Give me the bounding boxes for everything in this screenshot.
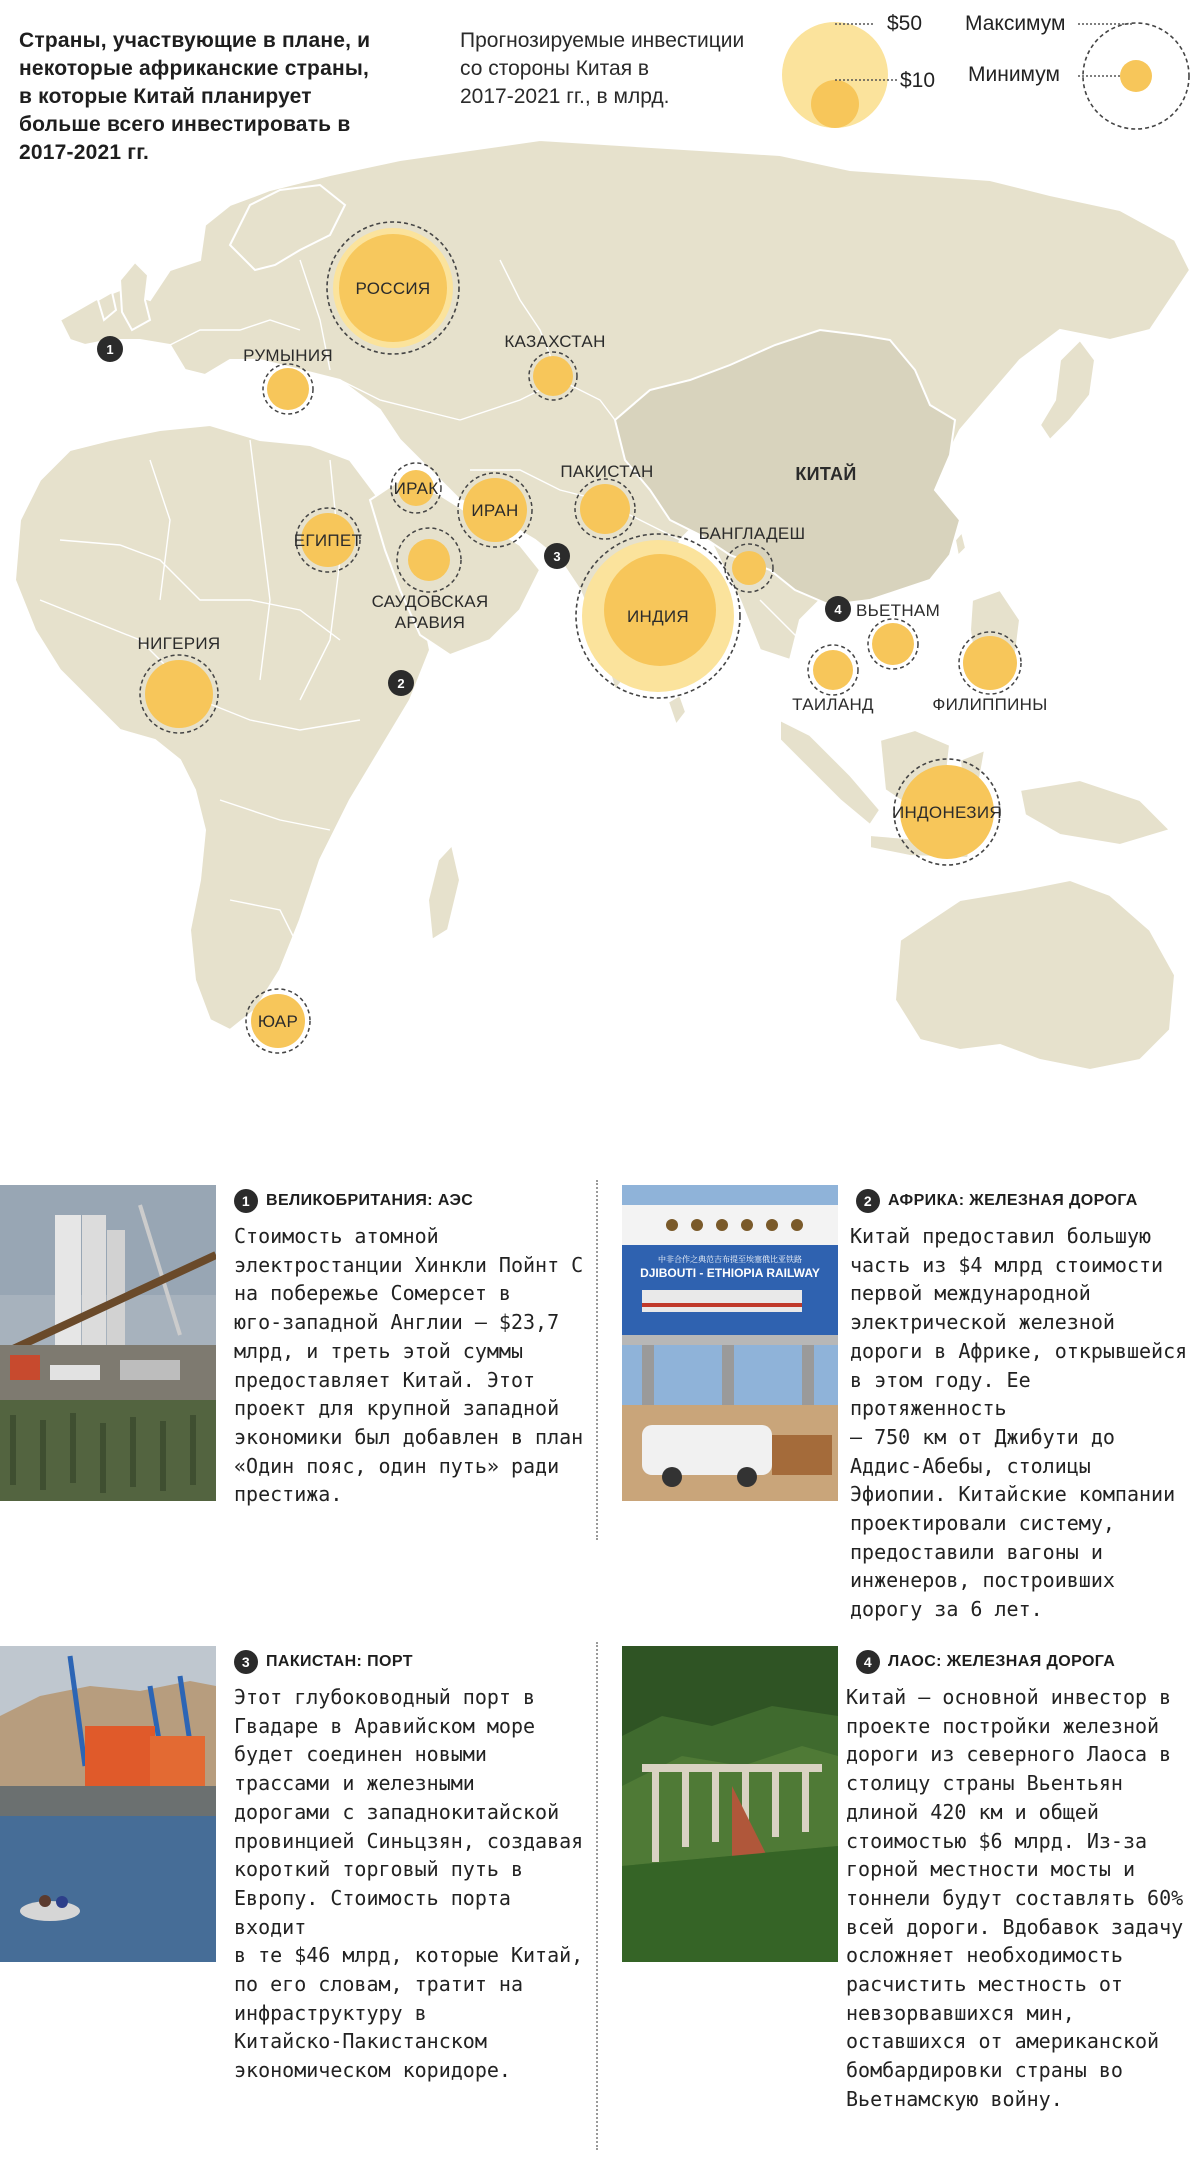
story-marker-1[interactable]: [97, 336, 123, 362]
svg-text:4: 4: [834, 602, 842, 617]
land-taiwan: [955, 532, 966, 556]
photo-laos-railway: [622, 1646, 838, 1962]
investment-map: [0, 140, 1197, 1100]
story-4-badge: 4: [856, 1650, 880, 1674]
photo-sign-text: DJIBOUTI - ETHIOPIA RAILWAY: [640, 1266, 820, 1280]
label-russia: РОССИЯ: [355, 279, 431, 298]
bubble-thailand: [792, 645, 874, 714]
bubble-philippines: [932, 632, 1047, 714]
bubble-romania: [243, 346, 333, 414]
land-sumatra: [780, 720, 880, 825]
story-marker-3[interactable]: [544, 543, 570, 569]
story-1-text: Стоимость атомной электростанции Хинкли Пойнт С на побережье Сомерсет в юго-западной Англии — $23,7 млрд, и треть этой суммы предоставляет Китай. Этот проект для крупной западной экономики был добавлен в план «Один пояс, один путь» ради престижа.: [234, 1224, 584, 1507]
land-new-guinea: [1020, 780, 1170, 845]
label-vietnam: ВЬЕТНАМ: [855, 601, 941, 620]
legend-label-min: Минимум: [968, 63, 1060, 86]
story-3-heading: [234, 1650, 413, 1674]
photo-sign-chinese: 中非合作之典范吉布提至埃塞俄比亚铁路: [658, 1255, 802, 1264]
label-kazakhstan: КАЗАХСТАН: [504, 332, 606, 351]
land-sri-lanka: [668, 695, 686, 725]
column-divider-bottom: [596, 1642, 598, 2150]
label-india: ИНДИЯ: [626, 607, 690, 626]
label-indonesia: ИНДОНЕЗИЯ: [892, 803, 1002, 822]
land-madagascar: [428, 845, 460, 940]
story-2-badge: 2: [856, 1189, 880, 1213]
label-nigeria: НИГЕРИЯ: [137, 634, 221, 653]
story-4-heading: [856, 1650, 1115, 1674]
story-marker-2[interactable]: [388, 670, 414, 696]
svg-text:1: 1: [106, 342, 114, 357]
story-2-heading: [856, 1189, 1138, 1213]
land-australia: [895, 880, 1175, 1070]
legend-min-circle: [1120, 60, 1152, 92]
story-4-title: ЛАОС: ЖЕЛЕЗНАЯ ДОРОГА: [888, 1653, 1116, 1670]
legend-label-large: $50: [887, 12, 923, 35]
story-3-title: ПАКИСТАН: ПОРТ: [266, 1653, 413, 1670]
label-iraq: ИРАК: [393, 479, 439, 498]
land-japan: [1040, 340, 1095, 440]
story-2-title: АФРИКА: ЖЕЛЕЗНАЯ ДОРОГА: [888, 1192, 1138, 1209]
label-philippines: ФИЛИППИНЫ: [932, 695, 1048, 714]
story-marker-4[interactable]: [825, 596, 851, 622]
label-romania: РУМЫНИЯ: [243, 346, 333, 365]
label-bangladesh: БАНГЛАДЕШ: [698, 524, 806, 543]
svg-text:3: 3: [553, 549, 561, 564]
label-saudi-arabia: САУДОВСКАЯ АРАВИЯ: [371, 592, 489, 632]
label-south-africa: ЮАР: [257, 1012, 299, 1031]
story-1-title: ВЕЛИКОБРИТАНИЯ: АЭС: [266, 1192, 474, 1209]
photo-djibouti-railway: [622, 1185, 838, 1501]
land-africa: [15, 425, 430, 1030]
legend-label-max: Максимум: [965, 12, 1066, 35]
column-divider-top: [596, 1180, 598, 1540]
story-2-text: Китай предоставил большую часть из $4 млрд стоимости первой международной электрической железной дороги в Африке, открывшейся в этом году. Ее протяженность — 750 км от Джибути до Аддис-Абебы, столицы Эфиопии. Китайские компании проектировали систему, предоставили вагоны и инженеров, построивших дорогу за 6 лет.: [850, 1224, 1188, 1622]
story-4-text: Китай — основной инвестор в проекте постройки железной дороги из северного Лаоса в столицу страны Вьентьян длиной 420 км и общей стоимостью $6 млрд. Из-за горной местности мосты и тоннели будут составлять 60% всей дороги. Вдобавок задачу осложняет необходимость расчистить местность от невзорвавшихся мин, оставшихся от американской бомбардировки страны во Вьетнамскую войну.: [846, 1685, 1184, 2111]
svg-text:2: 2: [397, 676, 405, 691]
legend-range: [1060, 12, 1197, 142]
story-3-text: Этот глубоководный порт в Гвадаре в Аравийском море будет соединен новыми трассами и железными дорогами с западнокитайской провинцией Синьцзян, создавая короткий торговый путь в Европу. Стоимость порта входит в те $46 млрд, которые Китай, по его словам, тратит на инфраструктуру в Китайско-Пакистанском экономическом коридоре.: [234, 1685, 584, 2083]
label-pakistan: ПАКИСТАН: [560, 462, 654, 481]
bubble-vietnam: [856, 601, 940, 669]
infographic-title: Страны, участвующие в плане, и некоторые африканские страны, в которые Китай планирует больше всего инвестировать в 2017-2021 гг.: [19, 29, 371, 164]
story-1-heading: [234, 1189, 473, 1213]
legend-size-scale: [770, 12, 970, 142]
legend-caption: Прогнозируемые инвестиции со стороны Китая в 2017-2021 гг., в млрд.: [460, 29, 745, 108]
label-egypt: ЕГИПЕТ: [293, 531, 363, 550]
story-1-badge: 1: [234, 1189, 258, 1213]
photo-hinkley-point: [0, 1185, 216, 1501]
story-3-badge: 3: [234, 1650, 258, 1674]
photo-gwadar-port: [0, 1646, 216, 1962]
label-iran: ИРАН: [471, 501, 519, 520]
legend-circle-small: [811, 80, 859, 128]
legend-label-small: $10: [900, 69, 936, 92]
label-china: КИТАЙ: [795, 464, 857, 484]
label-thailand: ТАИЛАНД: [792, 695, 874, 714]
